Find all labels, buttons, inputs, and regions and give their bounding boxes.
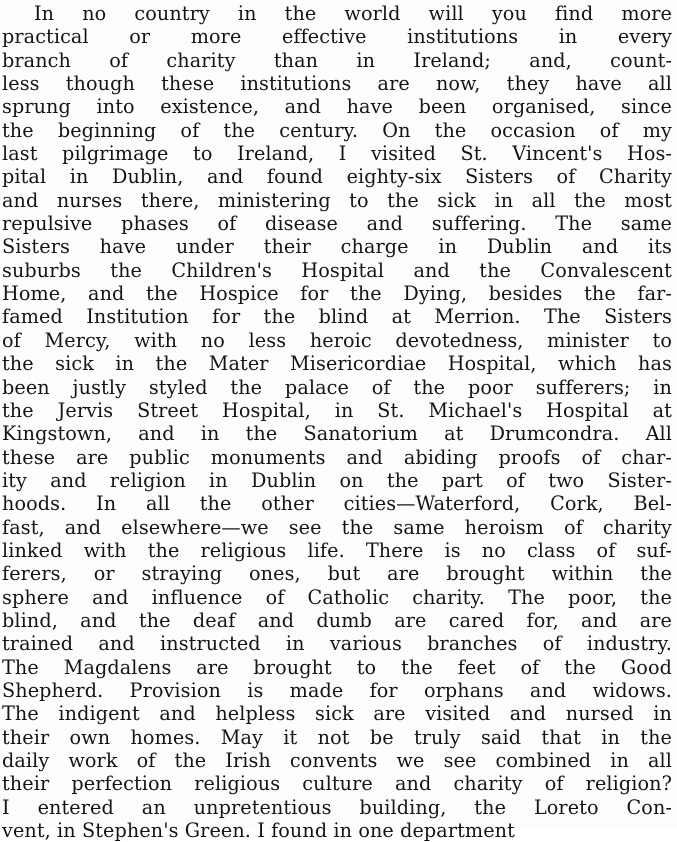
text-line-14: famed Institution for the blind at Merrion. The Sisters [2, 305, 672, 329]
text-line-11: Sisters have under their charge in Dublin and its [2, 235, 672, 259]
article-column [2, 2, 672, 842]
text-line-8: pital in Dublin, and found eighty-six Sisters of Charity [2, 165, 672, 189]
text-line-16: the sick in the Mater Misericordiae Hospital, which has [2, 352, 672, 376]
text-line-30: Shepherd. Provision is made for orphans and widows. [2, 678, 672, 702]
text-line-26: sphere and influence of Catholic charity. The poor, the [2, 585, 672, 609]
text-line-4: less though these institutions are now, they have all [2, 72, 672, 96]
text-line-13: Home, and the Hospice for the Dying, besides the far- [2, 282, 672, 306]
text-line-21: ity and religion in Dublin on the part of two Sister- [2, 468, 672, 492]
text-line-9: and nurses there, ministering to the sick in all the most [2, 188, 672, 212]
text-line-29: The Magdalens are brought to the feet of the Good [2, 655, 672, 679]
text-line-6: the beginning of the century. On the occasion of my [2, 118, 672, 142]
text-line-31: The indigent and helpless sick are visited and nursed in [2, 702, 672, 726]
text-line-33: daily work of the Irish convents we see combined in all [2, 749, 672, 772]
text-line-1: In no country in the world will you find more [34, 2, 672, 25]
text-line-25: ferers, or straying ones, but are brought within the [2, 562, 672, 586]
text-line-5: sprung into existence, and have been organised, since [2, 95, 672, 119]
text-line-23: fast, and elsewhere—we see the same heroism of charity [2, 515, 672, 539]
text-line-28: trained and instructed in various branches of industry. [2, 632, 672, 656]
text-line-7: last pilgrimage to Ireland, I visited St. Vincent's Hos- [2, 142, 672, 166]
text-line-24: linked with the religious life. There is no class of suf- [2, 538, 672, 562]
text-line-35: I entered an unpretentious building, the Loreto Con- [2, 795, 672, 819]
text-line-17: been justly styled the palace of the poor sufferers; in [2, 375, 672, 399]
text-line-15: of Mercy, with no less heroic devotedness, minister to [2, 328, 672, 352]
text-line-18: the Jervis Street Hospital, in St. Michael's Hospital at [2, 398, 672, 422]
text-line-27: blind, and the deaf and dumb are cared for, and are [2, 608, 672, 632]
text-line-12: suburbs the Children's Hospital and the Convalescent [2, 258, 672, 282]
text-line-36: vent, in Stephen's Green. I found in one department [2, 819, 515, 842]
text-line-2: practical or more effective institutions in every [2, 25, 672, 49]
text-line-22: hoods. In all the other cities—Waterford, Cork, Bel- [2, 492, 672, 516]
text-line-32: their own homes. May it not be truly said that in the [2, 725, 672, 749]
text-line-19: Kingstown, and in the Sanatorium at Drumcondra. All [2, 422, 672, 446]
text-line-3: branch of charity than in Ireland; and, count- [2, 48, 672, 72]
text-line-34: their perfection religious culture and charity of religion? [2, 772, 672, 796]
text-line-20: these are public monuments and abiding proofs of char- [2, 445, 672, 469]
text-line-10: repulsive phases of disease and suffering. The same [2, 212, 672, 236]
